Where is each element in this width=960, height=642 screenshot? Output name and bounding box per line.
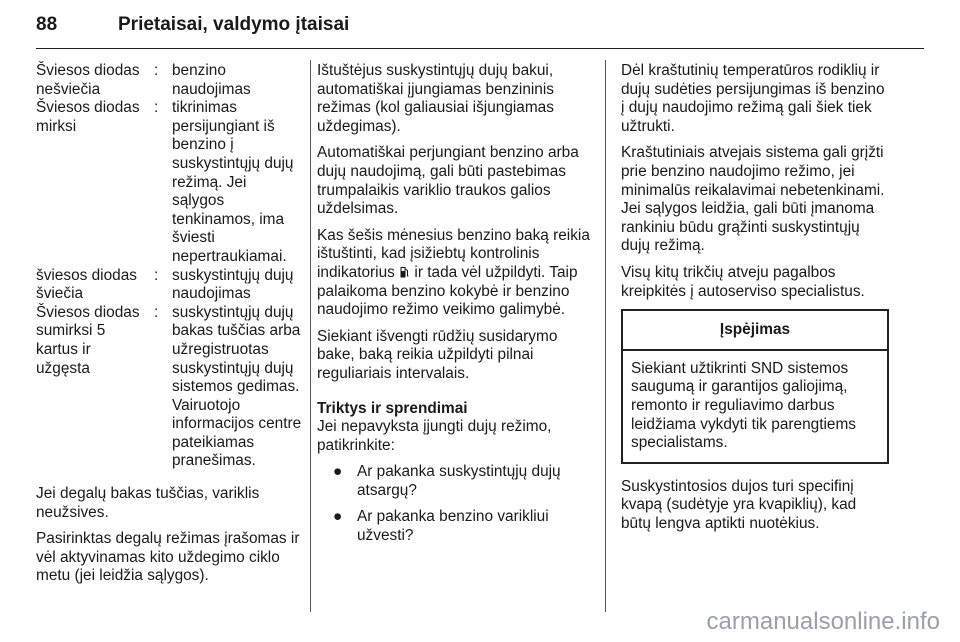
status-colon: : [154,303,159,321]
status-description: benzino naudojimas [172,62,251,98]
paragraph: Jei degalų bakas tuščias, variklis neužsives. [36,485,260,521]
paragraph-text: ir tada vėl užpildyti. Taip palaikoma benzino kokybė ir benzino naudojimo režimo veikimo galimybė. [317,263,578,319]
paragraph: Suskystintosios dujos turi specifinį kvapą (sudėtyje yra kvapiklių), kad būtų lengva aptikti nuotėkius. [621,477,857,532]
column-2 [317,62,595,554]
paragraph: Pasirinktas degalų režimas įrašomas ir vėl aktyvinamas kito uždegimo ciklo metu (jei leidžia sąlygos). [36,530,300,585]
list-item [317,463,595,500]
paragraph: Jei nepavyksta įjungti dujų režimo, patikrinkite: [317,418,552,454]
section-heading: Triktys ir sprendimai [317,399,468,417]
list-item [317,508,595,545]
bullet-icon: ● [333,463,343,481]
page-title: Prietaisai, valdymo įtaisai [118,14,350,35]
warning-text: Siekiant užtikrinti SND sistemos saugumą ir garantijos galiojimą, remonto ir reguliavimo darbus leidžiama vykdyti tik parengtiems specialistams. [631,359,856,452]
status-description: tikrinimas persijungiant iš benzino į suskystintųjų dujų režimą. Jei sąlygos tenkinamos, ima šviesti nepertraukiamai. [172,99,294,265]
page-number: 88 [36,14,58,35]
paragraph: Visų kitų trikčių atveju pagalbos kreipkitės į autoserviso specialistus. [621,263,865,300]
table-row [36,304,302,471]
status-label: Šviesos diodas sumirksi 5 kartus ir užgęsta [36,303,140,377]
warning-box [621,309,889,464]
list-item-text: Ar pakanka benzino varikliui užvesti? [357,508,549,545]
paragraph: Kraštutiniais atvejais sistema gali grįžti prie benzino naudojimo režimo, jei minimalūs reikalavimai nebetenkinami. Jei sąlygos leidžia, gali būti įmanoma rankiniu būdu grąžinti suskystintųjų dujų režimą. [621,144,885,255]
status-colon: : [154,62,159,79]
led-status-table [36,62,302,471]
fuel-pump-icon [400,265,409,277]
list-item-text: Ar pakanka suskystintųjų dujų atsargų? [357,463,561,499]
paragraph: Dėl kraštutinių temperatūros rodiklių ir dujų sudėties persijungimas iš benzino į dujų naudojimo režimą gali šiek tiek užtrukti. [621,62,885,135]
paragraph: Automatiškai perjungiant benzino arba dujų naudojimą, gali būti pastebimas trumpalaikis variklio traukos galios uždelsimas. [317,144,579,218]
status-description: suskystintųjų dujų bakas tuščias arba užregistruotas suskystintųjų dujų sistemos gedimas. Vairuotojo informacijos centre pateikiamas pranešimas. [172,303,302,470]
table-row [36,267,302,304]
column-1 [36,62,302,594]
checklist [317,463,595,545]
paragraph-text: Kas šešis mėnesius benzino baką reikia ištuštinti, kad įsižiebtų kontrolinis indikatorius [317,226,590,281]
paragraph-with-icon [317,227,595,320]
status-label: šviesos diodas šviečia [36,266,137,303]
column-divider-2 [605,60,606,612]
table-row [36,62,302,99]
column-3 [621,62,889,541]
paragraph: Siekiant išvengti rūdžių susidarymo bake, baką reikia užpildyti pilnai reguliariais intervalais. [317,327,558,382]
status-label: Šviesos diodas mirksi [36,99,140,135]
watermark: carmanualsonline.info [706,608,940,635]
status-description: suskystintųjų dujų naudojimas [172,266,294,303]
header-divider [36,48,924,49]
table-row [36,99,302,266]
column-divider-1 [310,60,311,612]
status-colon: : [154,99,159,117]
warning-title: Įspėjimas [623,311,887,351]
paragraph: Ištuštėjus suskystintųjų dujų bakui, automatiškai įjungiamas benzininis režimas (kol galiausiai išjungiamas uždegimas). [317,62,554,135]
status-colon: : [154,266,159,284]
page-header [36,14,924,48]
status-label: Šviesos diodas nešviečia [36,62,140,98]
bullet-icon: ● [333,508,343,526]
